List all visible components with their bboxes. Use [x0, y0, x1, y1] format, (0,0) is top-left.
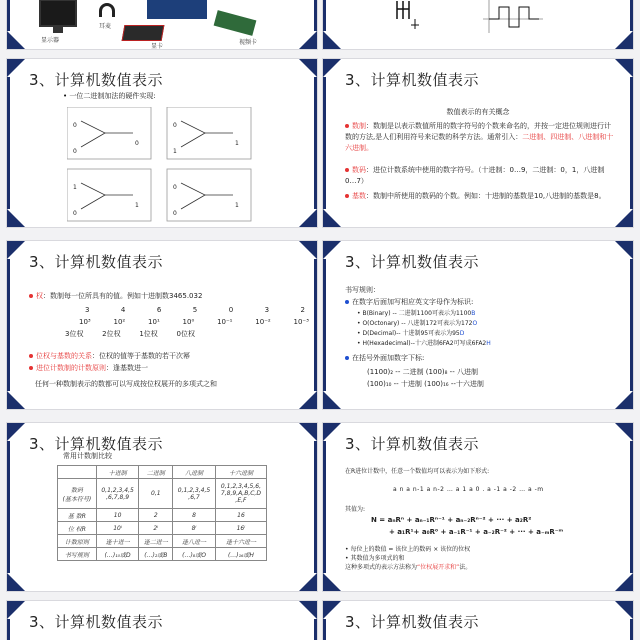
- digit: 4: [120, 306, 126, 314]
- table-header-cell: 八进制: [173, 466, 216, 479]
- slide-edge: [323, 0, 326, 31]
- table-cell: 位 权R: [58, 522, 97, 535]
- expansion-intro: 在R进位计数中，任意一个数值均可以表示为如下形式:: [345, 468, 490, 475]
- table-cell: 0,1,2,3,4,5,6, 7,8,9,A,B,C,D ,E,F: [215, 479, 266, 509]
- label-video-card: 视频卡: [239, 39, 258, 46]
- headset-image: [99, 3, 115, 17]
- slide-corner: [299, 59, 317, 77]
- slide-edge: [314, 0, 317, 31]
- slide-edge: [314, 77, 317, 209]
- position-label: 0位权: [176, 330, 195, 338]
- slide-corner: [323, 573, 341, 591]
- transistor-diagram: [383, 0, 423, 37]
- table-row: [58, 479, 267, 509]
- weight-relation: 位权与基数的关系：位权的值等于基数的若干次幂: [29, 351, 190, 362]
- slide-edge: [630, 0, 633, 31]
- power: 10⁻¹: [217, 318, 233, 326]
- table-cell: 2ⁱ: [139, 522, 173, 535]
- comparison-table: [57, 465, 267, 561]
- slide-title: 3、计算机数值表示: [345, 613, 480, 631]
- power: 10⁻³: [293, 318, 309, 326]
- adder-subtitle: • 一位二进制加法的硬件实现:: [63, 92, 156, 100]
- position-label: 1位权: [139, 330, 158, 338]
- adder-digit: 0: [173, 122, 177, 129]
- power: 10³: [79, 318, 91, 326]
- digit: 3: [264, 306, 270, 314]
- counting-principle: 进位计数制的计数原则：逢基数进一: [29, 363, 148, 374]
- table-cell: 16: [215, 509, 266, 522]
- slide-partial-left[interactable]: [6, 600, 318, 640]
- subscript-line-1: (1100)₂ -- 二进制 (100)₈ -- 八进制: [367, 368, 478, 376]
- table-header-row: [58, 466, 267, 479]
- position-label: 2位权: [102, 330, 121, 338]
- table-cell: (…)₁₆或H: [215, 548, 266, 561]
- value-label: 其值为:: [345, 506, 366, 513]
- slide-edge: [7, 0, 10, 31]
- position-label: 3位权: [65, 330, 84, 338]
- slide-corner: [7, 391, 25, 409]
- slide-edge: [323, 259, 326, 391]
- slide-title: 3、计算机数值表示: [345, 253, 480, 271]
- slide-corner: [7, 31, 25, 49]
- table-cell: 逢十六进一: [215, 535, 266, 548]
- slide-corner: [615, 423, 633, 441]
- adder-digit: 0: [73, 210, 77, 217]
- slide-edge: [7, 77, 10, 209]
- note-method-name: 这种多项式的表示方法称为“位权展开求和”法。: [345, 564, 472, 571]
- slide-title: 3、计算机数值表示: [29, 71, 164, 89]
- video-card-image: [214, 10, 257, 36]
- table-cell: 10: [96, 509, 139, 522]
- slide-edge: [323, 619, 326, 640]
- slide-edge: [7, 259, 10, 391]
- digit: 2: [300, 306, 305, 314]
- formula-line-1: N = aₙRⁿ + aₙ₋₁Rⁿ⁻¹ + aₙ₋₂Rⁿ⁻² + ··· + a₂R²: [371, 516, 532, 524]
- slide-edge: [314, 441, 317, 573]
- slide-adder[interactable]: [6, 58, 318, 228]
- label-monitor: 显示器: [41, 37, 60, 44]
- power: 10²: [113, 318, 126, 326]
- rule-subscript: 在括号外面加数字下标:: [345, 353, 424, 364]
- slide-corner: [615, 391, 633, 409]
- slide-corner: [7, 573, 25, 591]
- slide-corner: [7, 423, 25, 441]
- power: 10⁻²: [255, 318, 271, 326]
- slide-corner: [7, 209, 25, 227]
- table-cell: 逢八进一: [173, 535, 216, 548]
- slide-comparison[interactable]: [6, 422, 318, 592]
- slide-corner: [7, 59, 25, 77]
- note-digit-value: • 每位上的数值 = 该位上的数码 × 该位的位权: [345, 546, 471, 553]
- slide-corner: [323, 391, 341, 409]
- adder-digit: 1: [235, 202, 239, 209]
- number-digits: [85, 305, 305, 316]
- slide-weights[interactable]: [6, 240, 318, 410]
- table-row: [58, 522, 267, 535]
- adder-digit: 0: [135, 140, 139, 147]
- table-cell: (…)₁₀或D: [96, 548, 139, 561]
- slide-corner: [323, 241, 341, 259]
- label-headset: 耳麦: [99, 23, 112, 30]
- slide-corner: [299, 31, 317, 49]
- subscript-line-2: (100)₁₀ -- 十进制 (100)₁₆ --十六进制: [367, 380, 484, 388]
- suffix-hex: • H(Hexadecimal)--十六进制6FA2可写成6FA2H: [357, 340, 491, 347]
- table-row: [58, 509, 267, 522]
- slide-edge: [323, 441, 326, 573]
- monitor-image: [39, 0, 77, 27]
- adder-digit: 1: [135, 202, 139, 209]
- board-image: [147, 0, 207, 19]
- slide-title: 3、计算机数值表示: [345, 435, 480, 453]
- table-row: [58, 548, 267, 561]
- digit: 5: [192, 306, 198, 314]
- weight-definition: 权：数制每一位所具有的值。例如十进制数3465.032: [29, 291, 202, 302]
- rules-title: 书写规则：: [345, 286, 380, 294]
- slide-writing-rules[interactable]: [322, 240, 634, 410]
- formula-line-2: + a₁R¹+ a₀R⁰ + a₋₁R⁻¹ + a₋₂R⁻² + ··· + a₋ₘR⁻ᵐ: [389, 528, 564, 536]
- adder-digit: 1: [73, 184, 77, 191]
- slide-title: 3、计算机数值表示: [29, 613, 164, 631]
- slide-corner: [615, 601, 633, 619]
- table-cell: 计数原则: [58, 535, 97, 548]
- table-cell: 0,1: [139, 479, 173, 509]
- monitor-stand: [53, 27, 63, 33]
- slide-corner: [323, 423, 341, 441]
- table-header-cell: 二进制: [139, 466, 173, 479]
- slide-corner: [299, 209, 317, 227]
- adder-digit: 0: [173, 210, 177, 217]
- slide-title: 3、计算机数值表示: [345, 71, 480, 89]
- slide-edge: [314, 619, 317, 640]
- slide-corner: [323, 31, 341, 49]
- suffix-decimal: • D(Decimal)-- 十进制95可表示为95D: [357, 330, 465, 337]
- slide-corner: [615, 573, 633, 591]
- table-cell: 书写规则: [58, 548, 97, 561]
- rule-suffix: 在数字后面加写相应英文字母作为标识:: [345, 297, 473, 308]
- suffix-binary: • B(Binary) -- 二进制1100可表示为1100B: [357, 310, 476, 317]
- expansion-summary: 任何一种数制表示的数都可以写成按位权展开的多项式之和: [35, 380, 217, 388]
- table-cell: (…)₈或O: [173, 548, 216, 561]
- slide-corner: [299, 241, 317, 259]
- slide-circuit[interactable]: [322, 0, 634, 50]
- digit: 6: [156, 306, 162, 314]
- table-header-cell: 十进制: [96, 466, 139, 479]
- table-caption: 常用计数制比较: [63, 452, 112, 460]
- slide-corner: [615, 59, 633, 77]
- table-cell: 8: [173, 509, 216, 522]
- table-cell: 数码 (基本符号): [58, 479, 97, 509]
- slide-edge: [630, 619, 633, 640]
- slide-edge: [630, 441, 633, 573]
- graphics-card-image: [122, 25, 165, 41]
- adder-digit: 1: [173, 148, 177, 155]
- square-wave-diagram: [483, 0, 543, 35]
- slide-title: 3、计算机数值表示: [29, 435, 164, 453]
- digit: 3: [85, 306, 90, 314]
- slide-edge: [314, 259, 317, 391]
- slide-edge: [630, 77, 633, 209]
- slide-corner: [615, 209, 633, 227]
- table-header-cell: [58, 466, 97, 479]
- concept-digit: 数码：进位计数系统中使用的数字符号。（十进制：0…9，二进制：0，1，八进制0…7）: [345, 166, 605, 185]
- table-header-cell: 十六进制: [215, 466, 266, 479]
- label-graphics-card: 显卡: [151, 43, 164, 50]
- slide-edge: [630, 259, 633, 391]
- slide-corner: [299, 391, 317, 409]
- concept-numeral-system: 数制：数制是以表示数值所用的数字符号的个数来命名的，并按一定进位规则进行计数的方法,是人们利用符号来记数的科学方法。通常引入：二进制、四进制、八进制和十六进制。: [345, 122, 614, 152]
- table-cell: 10ⁱ: [96, 522, 139, 535]
- table-row: [58, 535, 267, 548]
- power: 10¹: [148, 318, 160, 326]
- number-powers: [79, 317, 309, 328]
- table-cell: 0,1,2,3,4,5 ,6,7: [173, 479, 216, 509]
- concepts-heading: 数值表示的有关概念: [446, 108, 510, 116]
- adder-digit: 0: [73, 122, 77, 129]
- digit: 0: [228, 306, 234, 314]
- slide-corner: [323, 59, 341, 77]
- slide-title: 3、计算机数值表示: [29, 253, 164, 271]
- table-cell: 2: [139, 509, 173, 522]
- suffix-octal: • O(Octonary) -- 八进制172可表示为172O: [357, 320, 478, 327]
- adder-digit: 0: [173, 184, 177, 191]
- slide-expansion[interactable]: [322, 422, 634, 592]
- slide-corner: [299, 601, 317, 619]
- power: 10⁰: [182, 318, 195, 326]
- table-cell: (…)₂或B: [139, 548, 173, 561]
- table-cell: 逢十进一: [96, 535, 139, 548]
- table-cell: 逢二进一: [139, 535, 173, 548]
- concept-base: 基数：数制中所使用的数码的个数。例如：十进制的基数是10,八进制的基数是8。: [345, 191, 615, 202]
- table-cell: 16ⁱ: [215, 522, 266, 535]
- table-cell: 8ⁱ: [173, 522, 216, 535]
- table-cell: 基 数R: [58, 509, 97, 522]
- table-cell: 0,1,2,3,4,5 ,6,7,8,9: [96, 479, 139, 509]
- slide-corner: [7, 601, 25, 619]
- slide-edge: [7, 441, 10, 573]
- slide-corner: [615, 31, 633, 49]
- slide-corner: [299, 573, 317, 591]
- slide-concepts[interactable]: [322, 58, 634, 228]
- note-polynomial-sum: • 其数值为多项式的和: [345, 555, 405, 562]
- slide-corner: [299, 423, 317, 441]
- adder-digit: 0: [73, 148, 77, 155]
- slide-corner: [323, 209, 341, 227]
- slide-edge: [7, 619, 10, 640]
- adder-diagrams: [67, 107, 257, 225]
- slide-corner: [615, 241, 633, 259]
- slide-partial-right[interactable]: [322, 600, 634, 640]
- position-labels: [65, 329, 195, 340]
- slide-hardware[interactable]: [6, 0, 318, 50]
- slide-corner: [323, 601, 341, 619]
- slide-edge: [323, 77, 326, 209]
- slide-corner: [7, 241, 25, 259]
- adder-digit: 1: [235, 140, 239, 147]
- digit-sequence: a n a n-1 a n-2 … a 1 a 0 . a -1 a -2 … a -m: [393, 486, 544, 493]
